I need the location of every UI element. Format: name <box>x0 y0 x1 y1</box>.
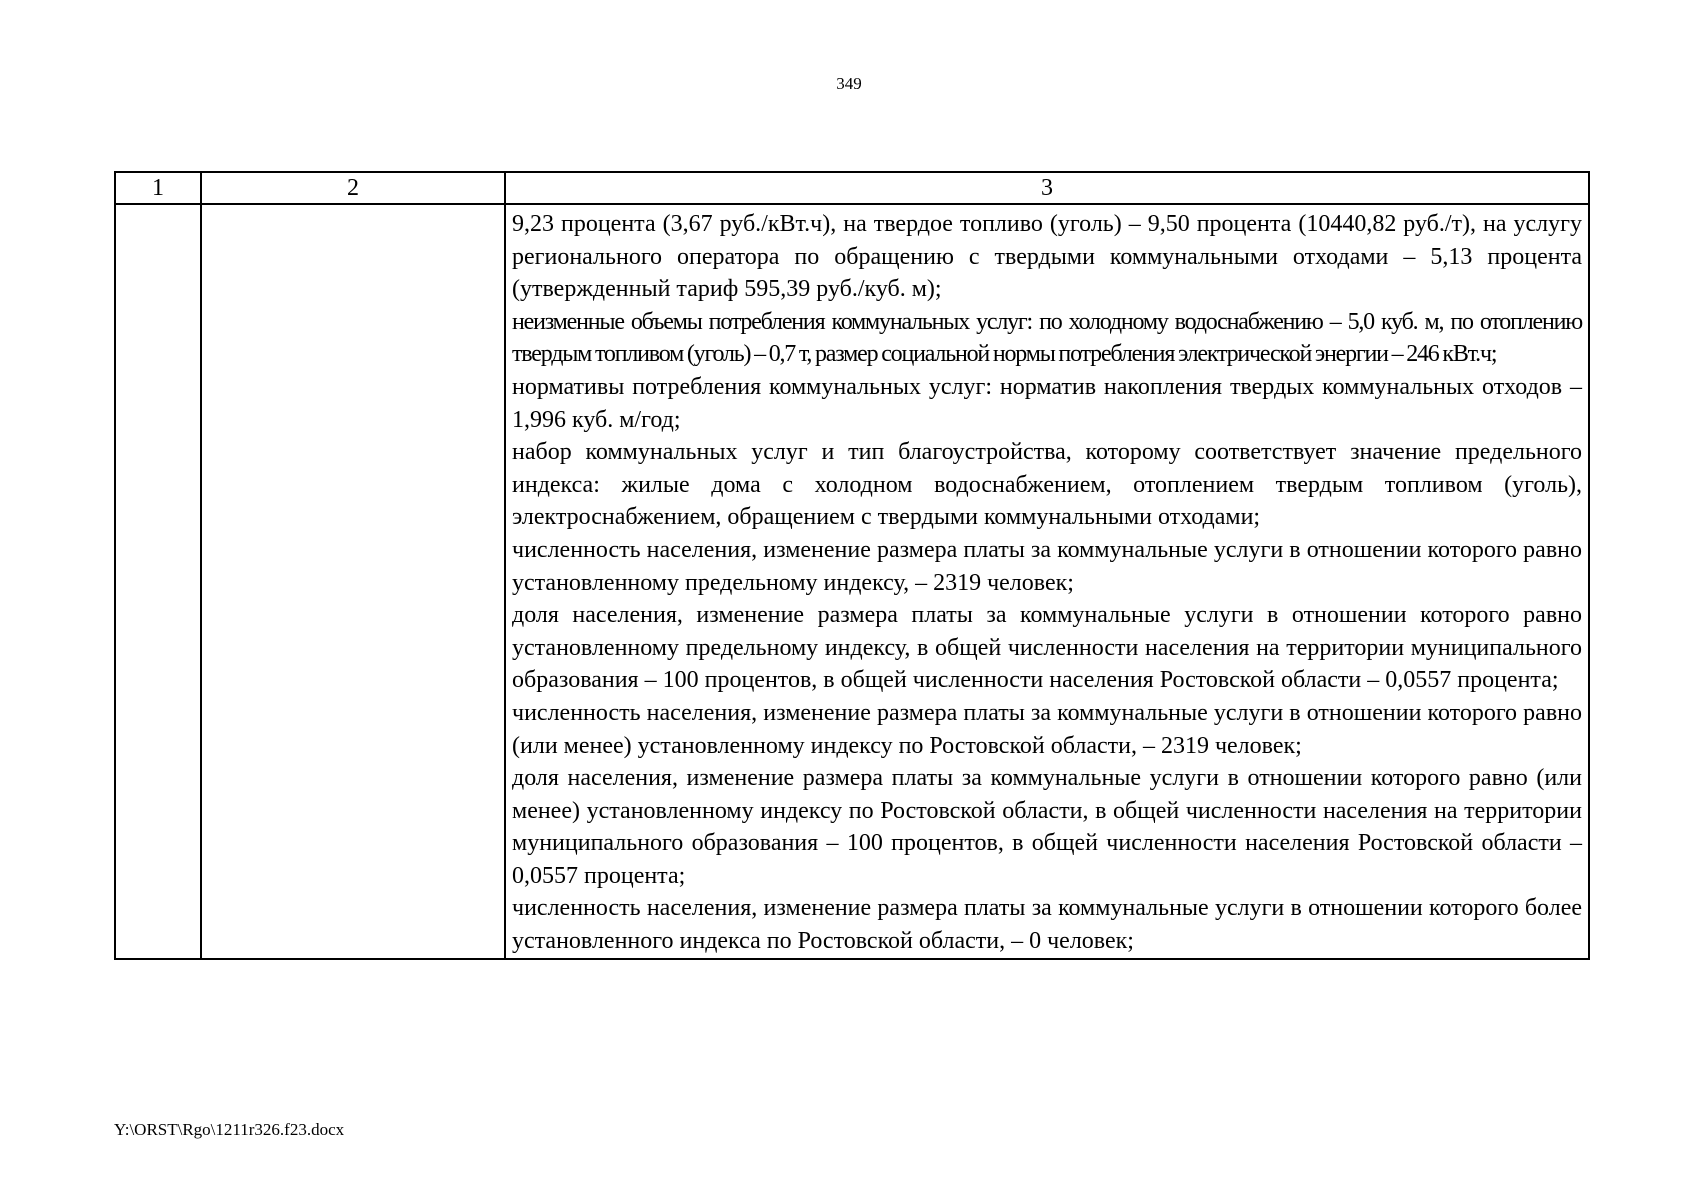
cell-col-1 <box>115 204 201 959</box>
paragraph-population-less-index: численность населения, изменение размера платы за коммунальные услуги в отношении которого равно (или менее) установленному индексу по Ростовской области, – 2319 человек; <box>512 699 1582 759</box>
page-number: 349 <box>836 74 862 93</box>
paragraph-share-equal-index: доля населения, изменение размера платы за коммунальные услуги в отношении которого равно установленному предельному индексу, в общей численности населения на территории муниципального образования – 100 процентов, в общей численности населения Ростовской области – 0,0557 процента; <box>512 602 1582 694</box>
paragraph-services-set: набор коммунальных услуг и тип благоустройства, которому соответствует значение предельного индекса: жилые дома с холодном водоснабжением, отоплением твердым топливом (уголь), электроснабжением, обращением с твердыми коммунальными отходами; <box>512 439 1582 531</box>
paragraph-population-more-index: численность населения, изменение размера платы за коммунальные услуги в отношении которого более установленного индекса по Ростовской области, – 0 человек; <box>512 895 1582 955</box>
column-header-3: 3 <box>505 172 1589 204</box>
table-header-row <box>115 172 1589 204</box>
column-header-2: 2 <box>201 172 505 204</box>
document-table <box>114 171 1590 960</box>
table-row <box>115 204 1589 959</box>
cell-col-3 <box>505 204 1589 959</box>
paragraph-tariffs: 9,23 процента (3,67 руб./кВт.ч), на твердое топливо (уголь) – 9,50 процента (10440,82 руб./т), на услугу регионального оператора по обращению с твердыми коммунальными отходами – 5,13 процента (утвержденный тариф 595,39 руб./куб. м); <box>512 211 1582 303</box>
paragraph-population-equal-index: численность населения, изменение размера платы за коммунальные услуги в отношении которого равно установленному предельному индексу, – 2319 человек; <box>512 536 1582 596</box>
column-header-1: 1 <box>115 172 201 204</box>
cell-col-2 <box>201 204 505 959</box>
file-path-footer: Y:\ORST\Rgo\1211r326.f23.docx <box>114 1120 345 1139</box>
paragraph-consumption-norms: нормативы потребления коммунальных услуг: норматив накопления твердых коммунальных отходов – 1,996 куб. м/год; <box>512 373 1582 433</box>
paragraph-share-less-index: доля населения, изменение размера платы за коммунальные услуги в отношении которого равно (или менее) установленному индексу по Ростовской области, в общей численности населения на территории муниципального образования – 100 процентов, в общей численности населения Ростовской области – 0,0557 процента; <box>512 765 1582 889</box>
paragraph-consumption-volumes: неизменные объемы потребления коммунальных услуг: по холодному водоснабжению – 5,0 куб. м, по отоплению твердым топливом (уголь) – 0,7 т, размер социальной нормы потребления электрической энергии – 246 кВт.ч; <box>512 308 1582 368</box>
